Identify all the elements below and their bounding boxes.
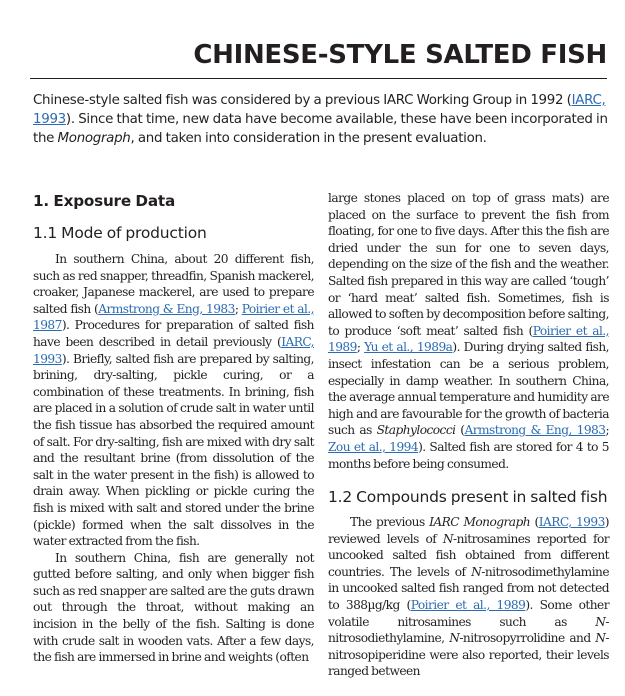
- text-run: ). Salted fish are stored for 4 to 5 months before being consumed.: [328, 439, 609, 471]
- text-run: -nitrosamines reported for uncooked salted fish obtained from different countries. The levels of: [328, 531, 610, 579]
- italic-text: IARC Monograph: [429, 515, 531, 530]
- text-run: -nitrosopyrrolidine and: [459, 631, 596, 646]
- text-run: ). Some other volatile nitrosamines such as: [328, 598, 609, 629]
- body-paragraph: [328, 190, 609, 472]
- citation-link[interactable]: Armstrong & Eng, 1983: [464, 423, 606, 438]
- left-column: [33, 190, 314, 666]
- text-run: (: [455, 423, 465, 438]
- text-run: ). Since that time, new data have become available, these have been incorporated in the: [33, 112, 608, 146]
- citation-link[interactable]: Yu et al., 1989a: [364, 340, 453, 355]
- body-paragraph: [33, 550, 314, 666]
- title-rule: [30, 78, 607, 79]
- italic-text: Monograph: [57, 131, 131, 146]
- text-run: (: [530, 515, 539, 530]
- text-run: ;: [605, 423, 609, 438]
- text-run: -nitrosopiperidine were also reported, their levels ranged between: [328, 631, 609, 679]
- italic-text: N: [595, 631, 606, 646]
- text-run: ). Briefly, salted fish are prepared by salting, brining, dry-salting, pickle curing, or a combination of these treatments. In brining, fish are placed in a solution of crude salt in water until the fish tissue has absorbed the required amount of salt. For dry-salting, fish are mixed with dry salt and the resultant brine (from dissolution of the salt in the water present in the fish) is allowed to drain away. When pickling or pickle curing the fish is mixed with salt and stored under the brine (pickle) formed when the salt dissolves in the water extracted from the fish.: [33, 351, 314, 549]
- italic-text: N: [449, 631, 460, 646]
- italic-text: N: [442, 531, 454, 546]
- italic-text: N: [595, 614, 606, 629]
- citation-link[interactable]: Poirier et al., 1987: [33, 301, 315, 333]
- subsection-heading-mode-of-production: 1.1 Mode of production: [33, 224, 207, 242]
- text-run: -nitrosodiethylamine,: [328, 614, 609, 646]
- citation-link[interactable]: IARC, 1993: [33, 93, 606, 127]
- italic-text: N: [471, 564, 482, 579]
- intro-paragraph: [33, 91, 608, 148]
- right-column: [328, 190, 609, 680]
- text-run: In southern China, about 20 different fish, such as red snapper, threadfin, Spanish mackerel, croaker, Japanese mackerel, are used to prepare salted fish (: [33, 252, 314, 316]
- text-run: Chinese-style salted fish was considered by a previous IARC Working Group in 1992 (: [33, 93, 572, 108]
- citation-link[interactable]: IARC, 1993: [538, 515, 605, 530]
- citation-link[interactable]: Poirier et al., 1989: [328, 323, 609, 355]
- body-paragraph: [328, 514, 609, 680]
- text-run: , and taken into consideration in the present evaluation.: [130, 131, 487, 146]
- page-title: CHINESE-STYLE SALTED FISH: [193, 40, 607, 70]
- citation-link[interactable]: Zou et al., 1994: [328, 439, 419, 454]
- text-run: In southern China, fish are generally not gutted before salting, and only when bigger fish such as red snapper are salted are the guts drawn out through the throat, without making an incision in the belly of the fish. Salting is done with crude salt in wooden vats. After a few days, the fish are immersed in brine and weights (often: [33, 550, 314, 665]
- text-run: ). Procedures for preparation of salted fish have been described in detail previously (: [33, 318, 314, 349]
- citation-link[interactable]: Armstrong & Eng, 1983: [98, 301, 235, 316]
- text-run: ) reviewed levels of: [328, 515, 609, 546]
- text-run: ;: [234, 301, 242, 316]
- text-run: ). During drying salted fish, insect infestation can be a serious problem, especially in damp weather. In southern China, the average annual temperature and humidity are high and are favourable for the growth of bacteria such as: [328, 340, 610, 438]
- italic-text: Staphylococci: [376, 423, 456, 438]
- section-heading-exposure-data: 1. Exposure Data: [33, 192, 175, 210]
- citation-link[interactable]: IARC, 1993: [33, 334, 314, 366]
- body-paragraph: [33, 251, 314, 550]
- text-run: ;: [356, 340, 365, 355]
- text-run: large stones placed on top of grass mats) are placed on the surface to prevent the fish from floating, for one to five days. After this the fish are dried under the sun for one to seven days, depending on the size of the fish and the weather. Salted fish prepared in this way are called ‘tough’ or ‘hard meat’ salted fish. Sometimes, fish is allowed to soften by decomposition before salting, to produce ‘soft meat’ salted fish (: [328, 191, 609, 338]
- text-run: -nitrosodimethylamine in uncooked salted fish ranged from not detected to 388µg/kg (: [328, 564, 609, 613]
- subsection-heading-compounds: 1.2 Compounds present in salted fish: [328, 488, 608, 507]
- citation-link[interactable]: Poirier et al., 1989: [410, 598, 526, 613]
- text-run: The previous: [350, 515, 430, 530]
